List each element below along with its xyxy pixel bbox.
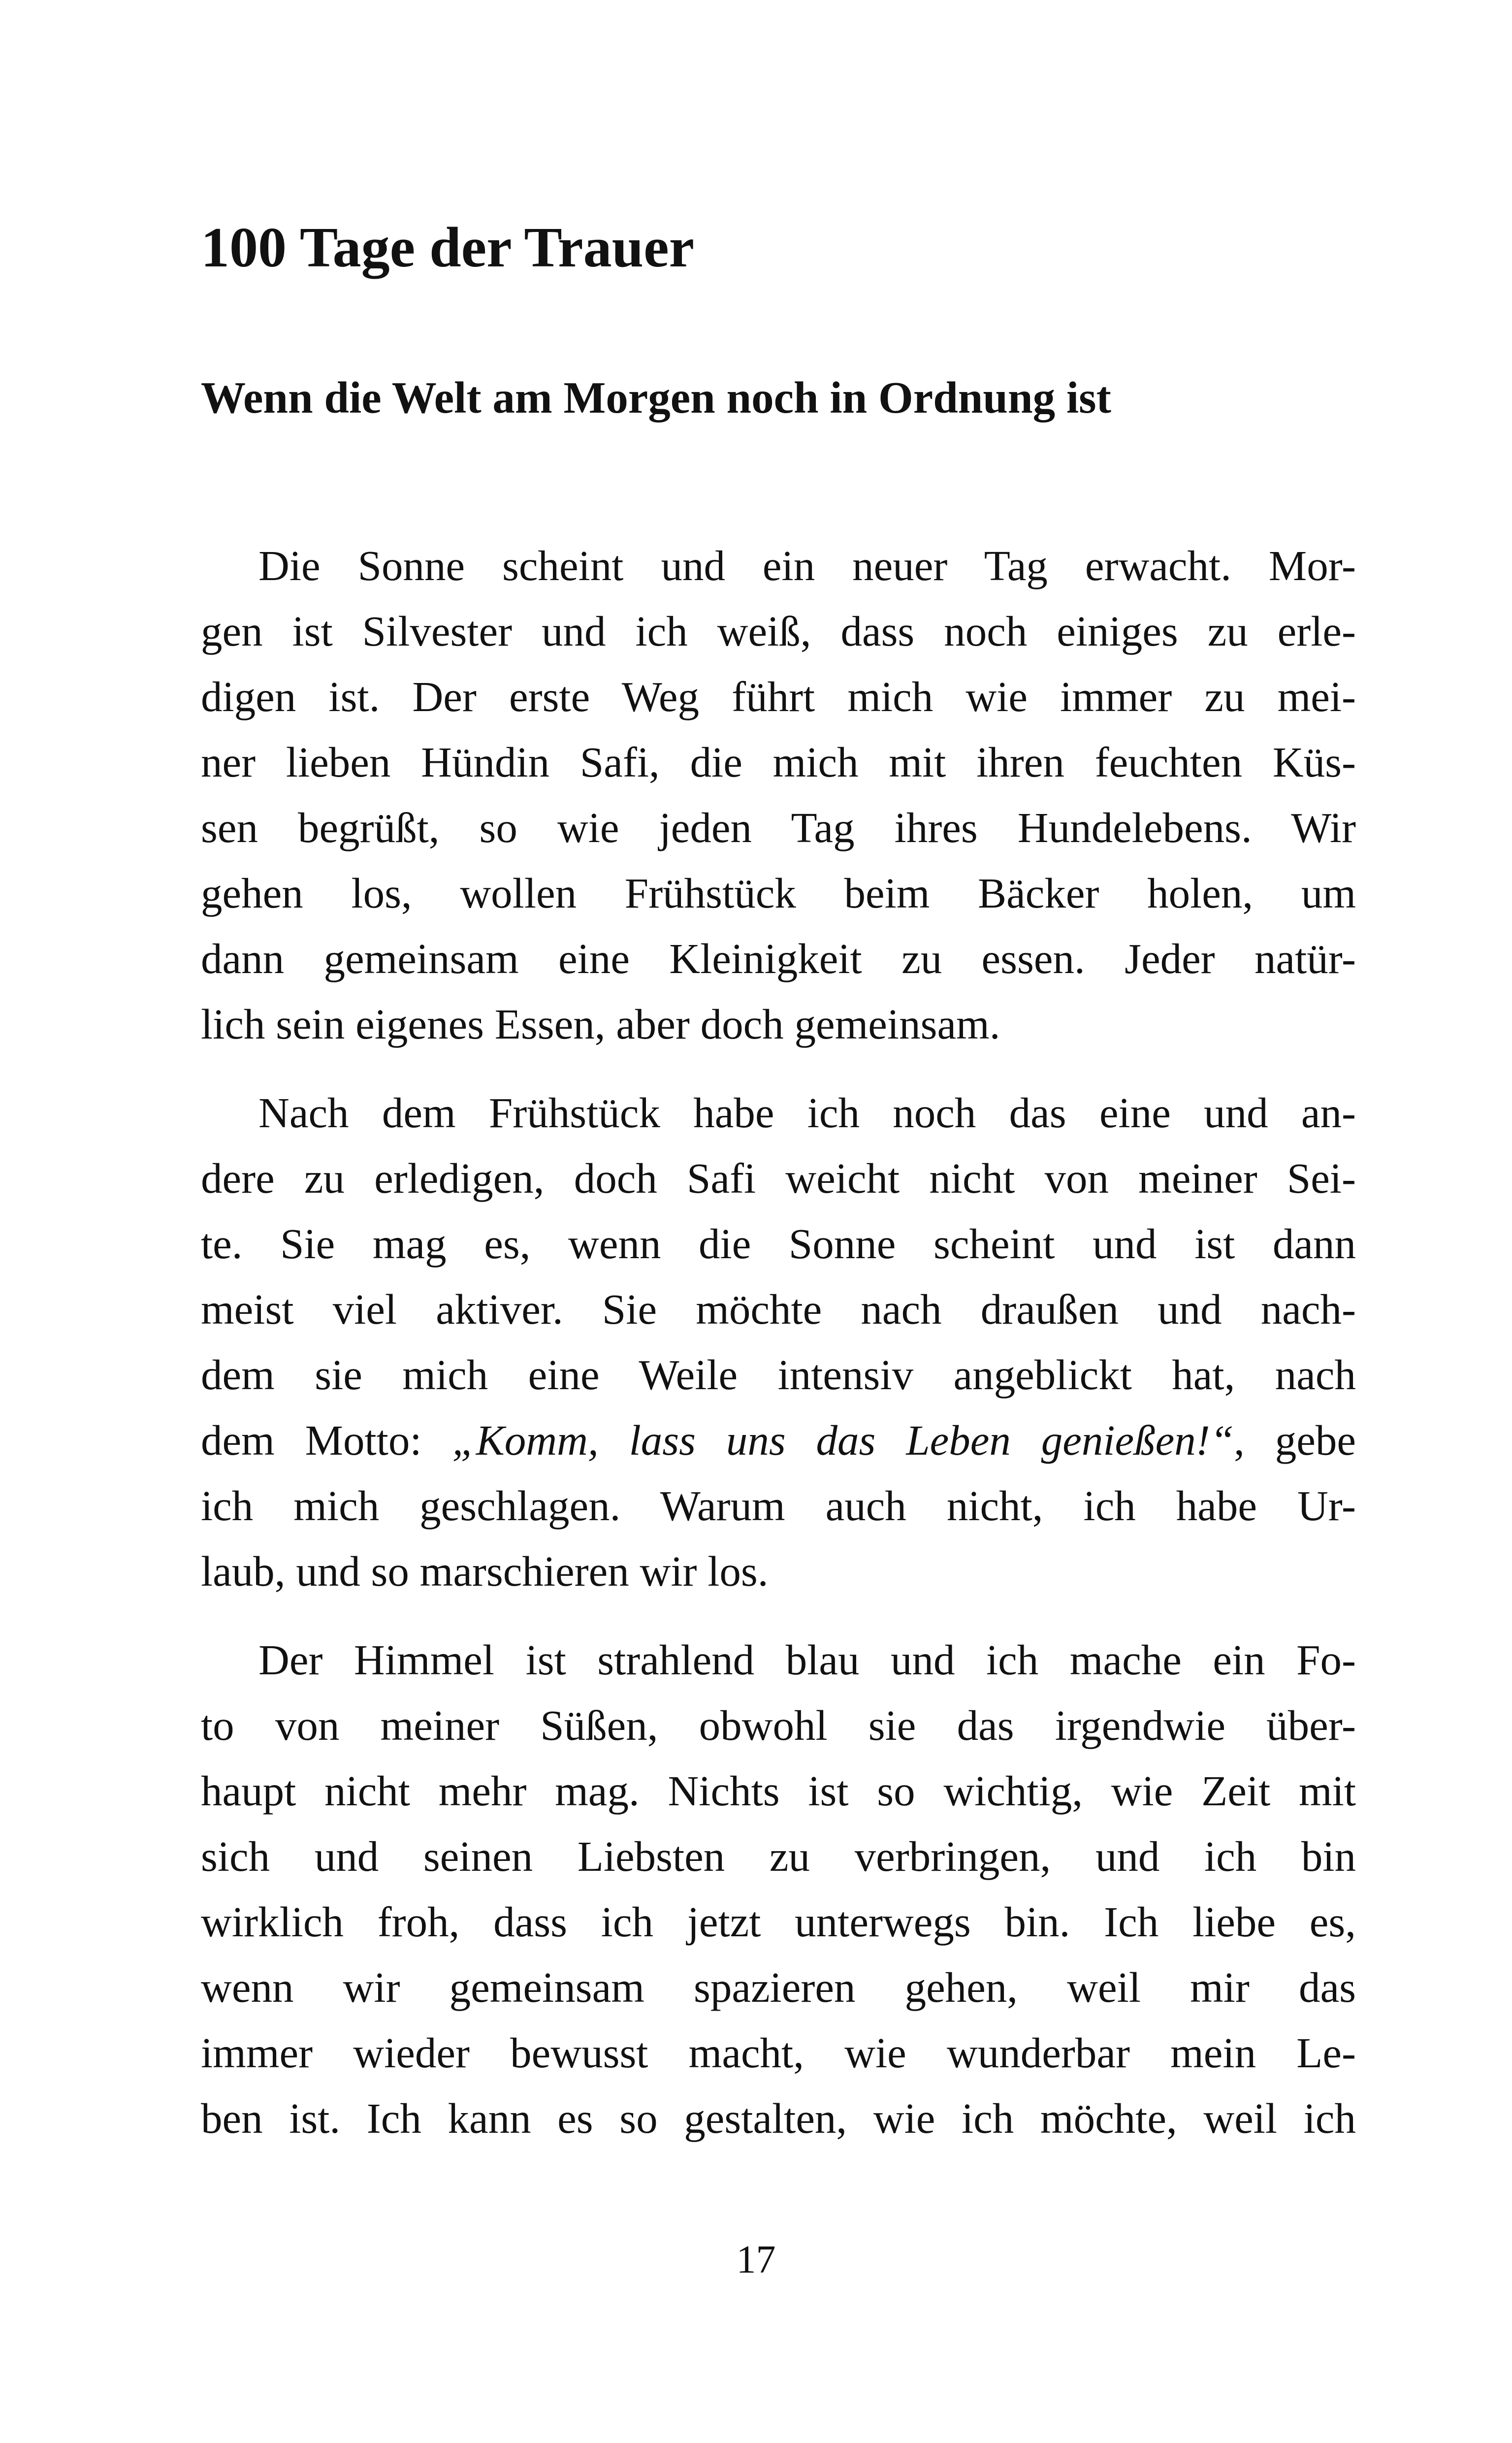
text-line: ben ist. Ich kann es so gestalten, wie ich möchte, weil ich	[201, 2094, 1356, 2142]
text-line: ner lieben Hündin Safi, die mich mit ihren feuchten Küs-	[201, 738, 1356, 786]
text-line: gehen los, wollen Frühstück beim Bäcker holen, um	[201, 869, 1356, 917]
paragraph-2	[201, 1080, 1356, 1604]
text-line: immer wieder bewusst macht, wie wunderbar mein Le-	[201, 2029, 1356, 2077]
text-line: wenn wir gemeinsam spazieren gehen, weil mir das	[201, 1963, 1356, 2011]
paragraph-3	[201, 1627, 1356, 2151]
text-line: dere zu erledigen, doch Safi weicht nicht von meiner Sei-	[201, 1154, 1356, 1202]
page-number: 17	[736, 2238, 776, 2281]
text-segment: , gebe	[1234, 1416, 1356, 1464]
text-line: haupt nicht mehr mag. Nichts ist so wichtig, wie Zeit mit	[201, 1767, 1356, 1815]
text-line: to von meiner Süßen, obwohl sie das irgendwie über-	[201, 1701, 1356, 1749]
text-line: Der Himmel ist strahlend blau und ich mache ein Fo-	[258, 1636, 1356, 1684]
text-line: digen ist. Der erste Weg führt mich wie immer zu mei-	[201, 673, 1356, 720]
text-line: meist viel aktiver. Sie möchte nach draußen und nach-	[201, 1285, 1356, 1333]
text-segment: dem Motto:	[201, 1416, 452, 1464]
text-line: Nach dem Frühstück habe ich noch das eine und an-	[258, 1089, 1356, 1137]
text-line: dem sie mich eine Weile intensiv angeblickt hat, nach	[201, 1351, 1356, 1399]
text-line: lich sein eigenes Essen, aber doch gemeinsam.	[201, 1000, 1000, 1048]
text-line: wirklich froh, dass ich jetzt unterwegs bin. Ich liebe es,	[201, 1898, 1356, 1946]
text-line: sen begrüßt, so wie jeden Tag ihres Hundelebens. Wir	[201, 804, 1356, 851]
motto-quote: „Komm, lass uns das Leben genießen!“	[452, 1416, 1234, 1464]
text-line: te. Sie mag es, wenn die Sonne scheint und ist dann	[201, 1220, 1356, 1268]
text-line	[201, 1407, 1356, 1473]
section-title: Wenn die Welt am Morgen noch in Ordnung ist	[201, 373, 1111, 423]
text-line: dann gemeinsam eine Kleinigkeit zu essen. Jeder natür-	[201, 935, 1356, 982]
text-line: Die Sonne scheint und ein neuer Tag erwacht. Mor-	[258, 542, 1356, 589]
text-line: gen ist Silvester und ich weiß, dass noch einiges zu erle-	[201, 607, 1356, 655]
body-text	[201, 533, 1356, 2174]
paragraph-1	[201, 533, 1356, 1057]
chapter-title: 100 Tage der Trauer	[201, 216, 695, 279]
text-line: laub, und so marschieren wir los.	[201, 1547, 769, 1595]
text-line: sich und seinen Liebsten zu verbringen, und ich bin	[201, 1832, 1356, 1880]
text-line: ich mich geschlagen. Warum auch nicht, ich habe Ur-	[201, 1482, 1356, 1530]
